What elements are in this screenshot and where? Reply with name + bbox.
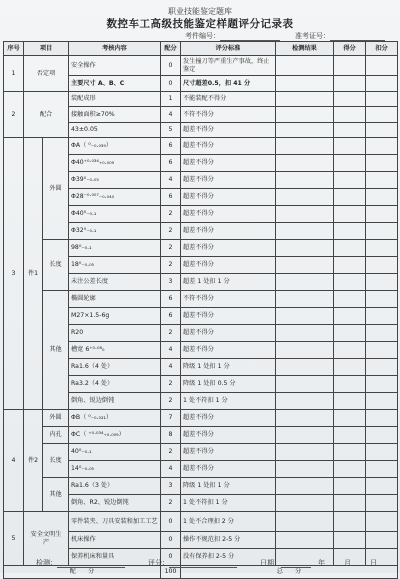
standard-cell: 尺寸超差0.5，扣 41 分 <box>181 76 276 92</box>
subgroup-label: 长度 <box>43 240 69 291</box>
section-no: 5 <box>4 512 24 566</box>
content-cell: 未注公差长度 <box>69 274 161 291</box>
section-no: 4 <box>4 410 24 512</box>
score-cell: 4 <box>161 461 181 478</box>
standard-cell: 超差不得分 <box>181 427 276 444</box>
deduct-cell[interactable] <box>366 155 398 172</box>
deduct-cell[interactable] <box>366 342 398 359</box>
standard-cell: 超差不得分 <box>181 155 276 172</box>
standard-cell: 超差不得分 <box>181 444 276 461</box>
table-row <box>4 444 398 461</box>
rater-field <box>148 558 237 568</box>
section-no: 1 <box>4 56 24 92</box>
result-cell[interactable] <box>276 172 334 189</box>
standard-cell: 超差不得分 <box>181 410 276 427</box>
got-cell[interactable] <box>334 461 366 478</box>
result-cell[interactable] <box>276 532 334 549</box>
standard-cell: 超差不得分 <box>181 122 276 138</box>
content-cell: 机床操作 <box>69 532 161 549</box>
content-cell: ΦB（ ⁰₋₀.₀₂₁） <box>69 410 161 427</box>
subgroup-label: 内孔 <box>43 427 69 444</box>
score-cell: 2 <box>161 240 181 257</box>
section-no: 2 <box>4 91 24 138</box>
content-cell: Φ32⁰₋₀.₁ <box>69 223 161 240</box>
table-row <box>4 512 398 532</box>
table-row <box>4 427 398 444</box>
standard-cell: 超差不得分 <box>181 240 276 257</box>
year-label: 年 <box>318 559 325 567</box>
page-title: 数控车工高级技能鉴定样题评分记录表 <box>106 18 294 30</box>
month-label: 月 <box>344 559 351 567</box>
result-cell[interactable] <box>276 274 334 291</box>
result-cell[interactable] <box>276 189 334 206</box>
standard-cell: 1 处不符扣 1 分 <box>181 393 276 410</box>
content-cell: 98⁰₋₀.₁ <box>69 240 161 257</box>
deduct-cell[interactable] <box>366 122 398 138</box>
deduct-cell[interactable] <box>366 461 398 478</box>
standard-cell: 降级 1 处扣 1 分 <box>181 478 276 495</box>
standard-cell: 超差不得分 <box>181 325 276 342</box>
result-cell[interactable] <box>276 240 334 257</box>
col-deduct: 扣分 <box>366 42 398 56</box>
deduct-cell[interactable] <box>366 376 398 393</box>
table-row <box>4 410 398 427</box>
candidate-underline <box>220 32 280 41</box>
deduct-cell[interactable] <box>366 240 398 257</box>
result-cell[interactable] <box>276 461 334 478</box>
got-cell[interactable] <box>334 122 366 138</box>
got-cell[interactable] <box>334 342 366 359</box>
deduct-cell[interactable] <box>366 512 398 532</box>
score-cell: 2 <box>161 223 181 240</box>
score-cell: 6 <box>161 138 181 155</box>
standard-cell: 超差不得分 <box>181 189 276 206</box>
got-cell[interactable] <box>334 291 366 308</box>
got-cell[interactable] <box>334 223 366 240</box>
subgroup-label: 外圆 <box>43 138 69 240</box>
table-row <box>4 291 398 308</box>
content-cell: 43±0.05 <box>69 122 161 138</box>
deduct-cell[interactable] <box>366 444 398 461</box>
result-cell[interactable] <box>276 512 334 532</box>
col-score: 配分 <box>161 42 181 56</box>
col-got: 得分 <box>334 42 366 56</box>
standard-cell: 发生撞刀等严重生产事故，终止鉴定 <box>181 56 276 76</box>
got-cell[interactable] <box>334 410 366 427</box>
score-table <box>3 41 398 579</box>
date-label: 日期： <box>260 559 281 567</box>
header-top: 职业技能鉴定题库 <box>168 7 232 16</box>
content-cell: Φ39⁰₋₀.₀₅ <box>69 172 161 189</box>
got-cell[interactable] <box>334 532 366 549</box>
deduct-cell[interactable] <box>366 325 398 342</box>
score-cell: 5 <box>161 122 181 138</box>
total-label: 配 分 <box>4 566 161 579</box>
section-project: 否定项 <box>24 56 69 92</box>
standard-cell: 超差不得分 <box>181 206 276 223</box>
content-cell: Φ40⁺⁰·⁰³⁴₊₀.₀₀₉ <box>69 155 161 172</box>
content-cell: Ra3.2（4 处） <box>69 376 161 393</box>
got-cell[interactable] <box>334 240 366 257</box>
content-cell: 倒角、R2、锐边倒钝 <box>69 495 161 512</box>
result-cell[interactable] <box>276 376 334 393</box>
result-cell[interactable] <box>276 76 334 92</box>
got-cell[interactable] <box>334 172 366 189</box>
result-cell[interactable] <box>276 342 334 359</box>
result-cell[interactable] <box>276 393 334 410</box>
standard-cell: 没有保养扣 2-5 分 <box>181 549 276 566</box>
col-standard: 评分标准 <box>181 42 276 56</box>
part-label: 件1 <box>24 138 43 410</box>
standard-cell: 不符不得分 <box>181 291 276 308</box>
score-cell: 2 <box>161 495 181 512</box>
score-cell: 6 <box>161 189 181 206</box>
inspector-underline <box>57 560 125 568</box>
deduct-cell[interactable] <box>366 56 398 76</box>
standard-cell: 降级 1 处扣 1 分 <box>181 359 276 376</box>
score-cell: 6 <box>161 155 181 172</box>
result-cell[interactable] <box>276 308 334 325</box>
deduct-cell[interactable] <box>366 495 398 512</box>
content-cell: 40⁰₋₀.₁ <box>69 444 161 461</box>
standard-cell: 1 处不符扣 1 分 <box>181 495 276 512</box>
content-cell: 椭圆轮廓 <box>69 291 161 308</box>
standard-cell: 超差不得分 <box>181 461 276 478</box>
score-cell: 2 <box>161 257 181 274</box>
exam-number-field <box>295 31 385 41</box>
result-cell[interactable] <box>276 138 334 155</box>
deduct-cell[interactable] <box>366 291 398 308</box>
date-underline <box>281 560 311 568</box>
got-cell[interactable] <box>334 155 366 172</box>
exam-label: 准考证号： <box>295 32 330 40</box>
score-cell: 2 <box>161 444 181 461</box>
standard-cell: 操作不规范扣 2-5 分 <box>181 532 276 549</box>
col-project: 项目 <box>24 42 69 56</box>
score-cell: 0 <box>161 532 181 549</box>
got-cell[interactable] <box>334 427 366 444</box>
got-cell[interactable] <box>334 325 366 342</box>
got-cell[interactable] <box>334 189 366 206</box>
result-cell[interactable] <box>276 444 334 461</box>
rater-label: 评分： <box>148 559 169 567</box>
deduct-cell[interactable] <box>366 76 398 92</box>
standard-cell: 不符不得分 <box>181 107 276 123</box>
result-cell[interactable] <box>276 122 334 138</box>
score-cell: 3 <box>161 478 181 495</box>
deduct-cell[interactable] <box>366 274 398 291</box>
result-cell[interactable] <box>276 257 334 274</box>
result-cell[interactable] <box>276 155 334 172</box>
score-cell: 4 <box>161 342 181 359</box>
standard-cell: 超差不得分 <box>181 172 276 189</box>
subgroup-label: 外圆 <box>43 410 69 427</box>
deduct-cell[interactable] <box>366 189 398 206</box>
got-cell[interactable] <box>334 91 366 107</box>
got-cell[interactable] <box>334 308 366 325</box>
score-cell: 4 <box>161 107 181 123</box>
got-cell[interactable] <box>334 107 366 123</box>
rater-underline <box>169 560 237 568</box>
deduct-cell[interactable] <box>366 478 398 495</box>
table-row <box>4 240 398 257</box>
standard-cell: 超差 1 处扣 1 分 <box>181 274 276 291</box>
standard-cell: 超差不得分 <box>181 138 276 155</box>
standard-cell: 1 处不合理扣 2 分 <box>181 512 276 532</box>
content-cell: 槽宽 6⁺⁰·⁰⁸₀ <box>69 342 161 359</box>
content-cell: 安全操作 <box>69 56 161 76</box>
date-field <box>260 558 311 568</box>
content-cell: Ra1.6（4 处） <box>69 359 161 376</box>
score-cell: 0 <box>161 512 181 532</box>
deduct-cell[interactable] <box>366 359 398 376</box>
score-cell: 7 <box>161 410 181 427</box>
col-no: 序号 <box>4 42 24 56</box>
result-cell[interactable] <box>276 206 334 223</box>
part-label: 件2 <box>24 410 43 512</box>
score-cell: 1 <box>161 91 181 107</box>
content-cell: M27×1.5-6g <box>69 308 161 325</box>
deduct-cell[interactable] <box>366 91 398 107</box>
got-cell[interactable] <box>334 444 366 461</box>
deduct-cell[interactable] <box>366 206 398 223</box>
result-cell[interactable] <box>276 291 334 308</box>
candidate-number-field <box>185 31 280 41</box>
deduct-cell[interactable] <box>366 410 398 427</box>
result-cell[interactable] <box>276 91 334 107</box>
content-cell: 装配成形 <box>69 91 161 107</box>
score-cell: 0 <box>161 549 181 566</box>
got-cell[interactable] <box>334 76 366 92</box>
got-cell[interactable] <box>334 393 366 410</box>
content-cell: Ra1.6（3 处） <box>69 478 161 495</box>
deduct-cell[interactable] <box>366 532 398 549</box>
score-cell: 3 <box>161 274 181 291</box>
content-cell: 保养机床和量具 <box>69 549 161 566</box>
result-cell[interactable] <box>276 478 334 495</box>
score-cell: 2 <box>161 393 181 410</box>
col-content: 考核内容 <box>69 42 161 56</box>
got-cell[interactable] <box>334 138 366 155</box>
table-row <box>4 138 398 155</box>
score-cell: 2 <box>161 376 181 393</box>
col-result: 检测结果 <box>276 42 334 56</box>
deduct-cell[interactable] <box>366 308 398 325</box>
score-cell: 6 <box>161 308 181 325</box>
result-cell[interactable] <box>276 325 334 342</box>
section-no: 3 <box>4 138 24 410</box>
result-cell[interactable] <box>276 410 334 427</box>
content-cell: ΦC（ ⁺⁰·⁰³⁴₊₀.₀₀₉） <box>69 427 161 444</box>
got-cell[interactable] <box>334 376 366 393</box>
deduct-cell[interactable] <box>366 257 398 274</box>
result-cell[interactable] <box>276 359 334 376</box>
score-cell: 4 <box>161 359 181 376</box>
inspector-field <box>36 558 125 568</box>
got-cell[interactable] <box>334 257 366 274</box>
content-cell: R20 <box>69 325 161 342</box>
content-cell: 主要尺寸 A、B、C <box>69 76 161 92</box>
content-cell: 零件装夹、刀具安装和加工工艺 <box>69 512 161 532</box>
got-cell[interactable] <box>334 206 366 223</box>
candidate-label: 考件编号： <box>185 32 220 40</box>
subgroup-label: 长度 <box>43 444 69 478</box>
score-cell: 0 <box>161 56 181 76</box>
got-cell[interactable] <box>334 478 366 495</box>
table-header-row <box>4 42 398 56</box>
got-cell[interactable] <box>334 274 366 291</box>
result-cell[interactable] <box>276 495 334 512</box>
score-cell: 6 <box>161 291 181 308</box>
score-cell: 2 <box>161 206 181 223</box>
content-cell: Φ28⁻⁰·⁰⁰⁷₋₀.₀₄₀ <box>69 189 161 206</box>
table-row <box>4 478 398 495</box>
score-cell: 2 <box>161 325 181 342</box>
standard-cell: 超差不得分 <box>181 257 276 274</box>
deduct-cell[interactable] <box>366 107 398 123</box>
content-cell: 18⁰₋₀.₀₅ <box>69 257 161 274</box>
standard-cell: 超差不得分 <box>181 308 276 325</box>
deduct-cell[interactable] <box>366 427 398 444</box>
standard-cell: 超差不得分 <box>181 342 276 359</box>
result-cell[interactable] <box>276 427 334 444</box>
standard-cell: 超差不得分 <box>181 223 276 240</box>
deduct-cell[interactable] <box>366 138 398 155</box>
subgroup-label: 其他 <box>43 291 69 410</box>
content-cell: ΦA（ ⁰₋₀.₀₃₉） <box>69 138 161 155</box>
score-cell: 4 <box>161 172 181 189</box>
content-cell: Φ40⁰₋₀.₁ <box>69 206 161 223</box>
got-cell[interactable] <box>334 56 366 76</box>
standard-cell: 不能装配不得分 <box>181 91 276 107</box>
score-cell: 8 <box>161 427 181 444</box>
content-cell: 14⁰₋₀.₀₅ <box>69 461 161 478</box>
deduct-cell[interactable] <box>366 223 398 240</box>
deduct-cell[interactable] <box>366 393 398 410</box>
standard-cell: 降级 1 处扣 0.5 分 <box>181 376 276 393</box>
table-row <box>4 56 398 76</box>
result-cell[interactable] <box>276 107 334 123</box>
section-project: 安全文明生产 <box>24 512 69 566</box>
total-score: 100 <box>161 566 181 579</box>
table-row <box>4 91 398 107</box>
inspector-label: 检测： <box>36 559 57 567</box>
content-cell: 接触面积≥70% <box>69 107 161 123</box>
result-cell[interactable] <box>276 56 334 76</box>
result-cell[interactable] <box>276 223 334 240</box>
exam-underline <box>330 32 385 41</box>
score-cell: 0 <box>161 76 181 92</box>
got-cell[interactable] <box>334 512 366 532</box>
day-label: 日 <box>370 559 377 567</box>
got-cell[interactable] <box>334 495 366 512</box>
got-cell[interactable] <box>334 359 366 376</box>
deduct-cell[interactable] <box>366 172 398 189</box>
section-project: 配合 <box>24 91 69 138</box>
subgroup-label: 其他 <box>43 478 69 512</box>
total-sum-label: 总 分 <box>181 566 398 579</box>
content-cell: 倒角、锐边倒钝 <box>69 393 161 410</box>
